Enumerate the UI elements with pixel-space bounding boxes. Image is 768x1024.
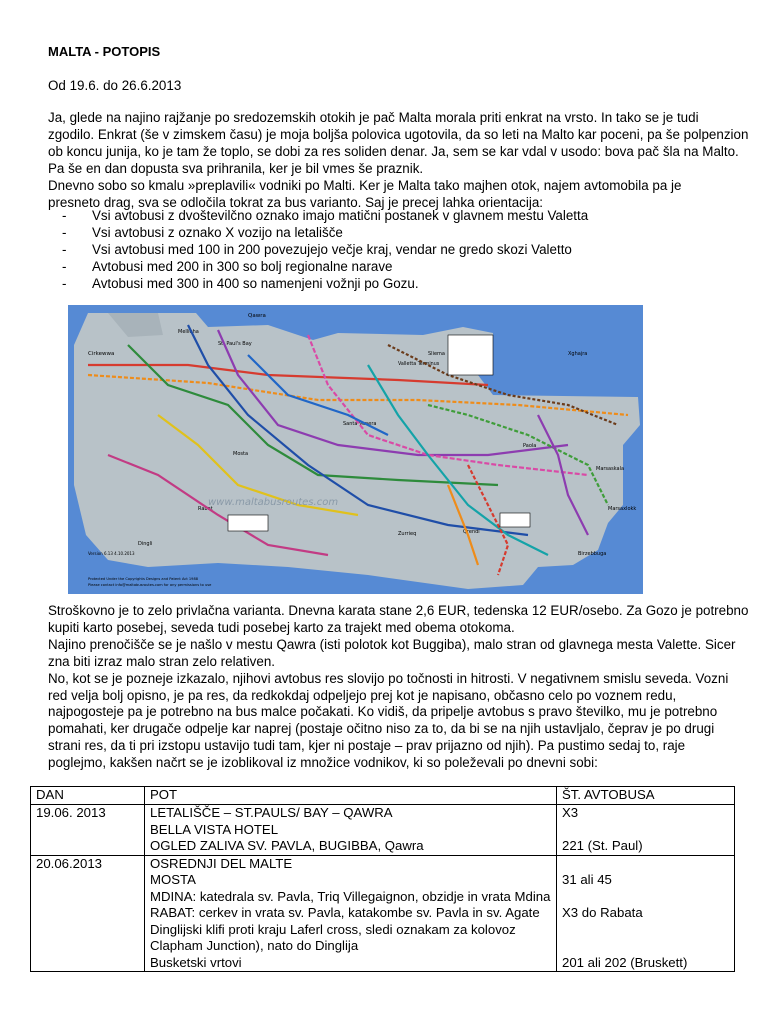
bus-rules-list [62,208,588,293]
route-cell [145,805,557,856]
bus-line: 201 ali 202 (Bruskett) [562,954,688,970]
bus-line: 221 (St. Paul) [562,838,643,853]
map-label: Sliema [428,351,445,357]
text-line: najpogosteje pa je potrebno na bus malce počakati. Ko vidiš, da pripelje avtobus s pravo številko, mu je potrebno [48,704,718,720]
column-header: POT [145,787,557,805]
map-label: Mellieha [178,329,199,335]
text-line: kupiti karto posebej, seveda tudi posebej karto za trajekt med obema otokoma. [48,619,515,635]
list-item: - Vsi avtobusi z dvoštevilčno oznako imajo matični postanek v glavnem mestu Valetta [62,208,588,225]
list-item: - Vsi avtobusi med 100 in 200 povezujejo večje kraj, vendar ne gredo skozi Valetto [62,242,588,259]
route-line: OGLED ZALIVA SV. PAVLA, BUGIBBA, Qawra [150,838,424,853]
map-label: Qrendi [463,529,480,535]
map-label: Santa Venera [343,421,377,427]
document-title: MALTA - POTOPIS [48,44,161,59]
text-line: presneto drag, sva se odločila tokrat za bus varianto. Saj je precej lahka orientacija: [48,194,543,210]
text-line: zna biti izraz malo stran zelo relativen. [48,653,275,669]
map-label: Qawra [248,313,266,319]
map-label: Marsaxlokk [608,506,637,512]
bus-line [562,822,729,839]
text-line: zgodilo. Enkrat (še v zimskem času) je moja boljša polovica ugotovila, da so leti na Malto kar poceni, pa še polpenzion [48,126,749,142]
text-line: red velja bolj opisno, je pa res, da redkokdaj odpeljejo prej kot je napisano, občasno celo po voznem redu, [48,687,677,703]
route-line: LETALIŠČE – ST.PAULS/ BAY – QAWRA [150,805,393,820]
list-item: - Avtobusi med 300 in 400 so namenjeni vožnji po Gozu. [62,276,588,293]
intro-paragraph [48,110,749,211]
map-label: Marsaskala [596,466,625,472]
text-line: Najino prenočišče se je našlo v mestu Qawra (isti polotok kot Buggiba), malo stran od glavnega mesta Valette. Sicer [48,636,736,652]
bus-line: X3 [562,805,579,820]
route-line: RABAT: cerkev in vrata sv. Pavla, katakombe sv. Pavla in sv. Agate [150,905,540,920]
route-line: BELLA VISTA HOTEL [150,821,279,837]
map-label: Xghajra [568,351,588,357]
text-line: No, kot se je pozneje izkazalo, njihovi avtobus res slovijo po točnosti in hitrosti. V negativnem smislu seveda. Vozni [48,670,729,686]
text-line: pomahati, ker drugače odpelje kar naprej (postaje očitno niso za to, da bi se na njih ustavljalo, čeprav je po drugi [48,721,715,737]
bus-line [562,938,729,955]
itinerary-table [30,786,735,972]
list-item: - Avtobusi med 200 in 300 so bolj regionalne narave [62,259,588,276]
text-line: strani res, da ti pri izstopu ustavijo tudi tam, kjer ni postaje – prav prijazno od njih). Pa pustimo sedaj to, raje [48,738,686,754]
route-line: Clapham Junction), nato do Dinglija [150,938,359,953]
map-label: Zurrieq [398,531,417,537]
route-line: MDINA: katedrala sv. Pavla, Triq Villegaignon, obzidje in vrata Mdina [150,888,551,904]
route-cell [145,855,557,972]
list-item: - Vsi avtobusi z oznako X vozijo na letališče [62,225,588,242]
map-label: Birzebbuga [578,551,607,557]
day-cell: 20.06.2013 [31,855,145,972]
map-permission-note: Please contact info@maltabusroutes.com for any permissions to use [88,583,212,587]
map-label: Valletta Terminus [398,362,440,367]
map-version-note: Version 6.13 4.10.2013 [88,551,135,556]
map-watermark: www.maltabusroutes.com [208,497,339,508]
text-line: poglejmo, kakšen načrt se je izoblikoval iz množice vodnikov, ki so poleževali po dnevni sobi: [48,755,598,771]
route-line: OSREDNJI DEL MALTE [150,855,293,871]
bus-line [562,922,729,939]
bus-cell [557,855,735,972]
text-line: Ja, glede na najino rajžanje po sredozemskih otokih je pač Malta morala priti enkrat na vrsto. In tako se je tudi [48,110,699,125]
table-header-row [31,787,735,805]
column-header: ŠT. AVTOBUSA [557,787,735,805]
column-header: DAN [31,787,145,805]
day-cell: 19.06. 2013 [31,805,145,856]
text-line: Dnevno sobo so kmalu »preplavili« vodniki po Malti. Ker je Malta tako majhen otok, najem avtomobila pa je [48,177,682,193]
bus-line [562,889,729,906]
table-row [31,855,735,972]
map-label: Dingli [138,541,153,547]
map-label: Cirkewwa [88,351,115,357]
map-label: Rabat [198,506,213,512]
text-line: Pa še en dan dopusta sva prihranila, ker je bil vmes še praznik. [48,160,424,176]
map-label: Paola [523,443,537,449]
bus-line: 31 ali 45 [562,872,612,887]
route-line: MOSTA [150,872,196,887]
map-label: Mosta [233,451,249,457]
text-line: Stroškovno je to zelo privlačna varianta. Dnevna karata stane 2,6 EUR, tedenska 12 EUR/osebo. Za Gozo je potrebno [48,603,749,618]
bus-cell [557,805,735,856]
text-line: ob koncu junija, ko je tam že toplo, se dobi za res soliden denar. Ja, sem se kar vdal v usodo: bova pač šla na Malto. [48,143,739,159]
route-line: Dinglijski klifi proti kraju Laferl cross, sledi oznakam za kolovoz [150,921,516,937]
bus-route-map [68,305,643,594]
route-line: Busketski vrtovi [150,954,242,970]
map-copyright-note: Protected Under the Copyrights Designs and Patent Act 1988 [88,577,199,581]
bus-line [562,856,729,873]
body-paragraph [48,603,749,772]
travel-dates: Od 19.6. do 26.6.2013 [48,78,182,93]
table-row [31,805,735,856]
map-label: St. Paul's Bay [218,341,252,347]
bus-line: X3 do Rabata [562,905,643,920]
